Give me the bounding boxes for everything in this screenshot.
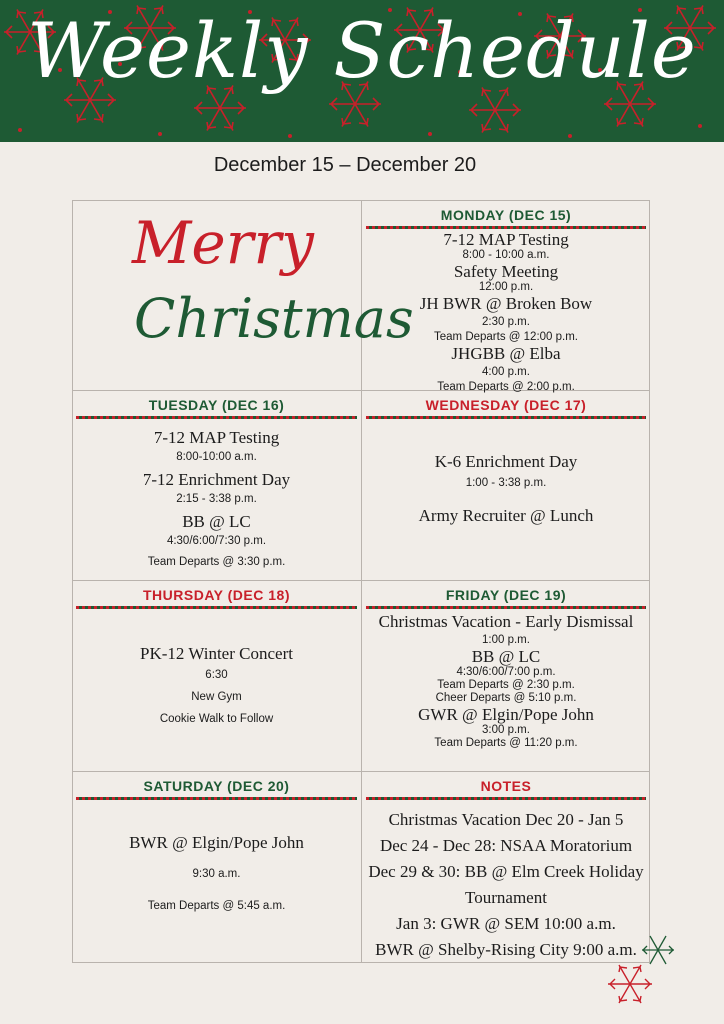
- wednesday-events: [362, 452, 650, 525]
- event-title: Army Recruiter @ Lunch: [418, 506, 594, 525]
- event-time: 4:00 p.m.: [482, 366, 530, 378]
- event-title: Christmas Vacation - Early Dismissal: [378, 612, 634, 631]
- event-title: 7-12 Enrichment Day: [142, 470, 291, 489]
- event-title: BB @ LC: [471, 647, 541, 666]
- event-title: BB @ LC: [182, 512, 251, 531]
- note-item: Jan 3: GWR @ SEM 10:00 a.m.: [396, 914, 616, 933]
- day-cell-monday: [362, 204, 650, 393]
- date-range: December 15 – December 20: [213, 154, 477, 176]
- event-departure: Team Departs @ 2:30 p.m.: [437, 679, 575, 691]
- event-time: 9:30 a.m.: [192, 868, 241, 880]
- event-title: BWR @ Elgin/Pope John: [129, 833, 304, 852]
- grid-divider-row2: [72, 580, 650, 581]
- event-location: New Gym: [191, 691, 242, 703]
- event-title: K-6 Enrichment Day: [434, 452, 578, 471]
- event-time: 12:00 p.m.: [478, 281, 534, 293]
- event-title: Safety Meeting: [453, 262, 559, 281]
- event-title: PK-12 Winter Concert: [140, 644, 293, 663]
- heading-rule: [76, 416, 357, 419]
- note-item: Dec 24 - Dec 28: NSAA Moratorium: [379, 836, 633, 855]
- header-banner: [0, 0, 724, 142]
- banner-title: Weekly Schedule: [27, 6, 697, 95]
- event-title: 7-12 MAP Testing: [153, 428, 280, 447]
- event-time: 8:00 - 10:00 a.m.: [462, 249, 550, 261]
- event-time: 8:00-10:00 a.m.: [176, 451, 257, 463]
- event-title: JHGBB @ Elba: [451, 344, 561, 363]
- event-time: 6:30: [205, 669, 228, 681]
- event-title: GWR @ Elgin/Pope John: [418, 705, 594, 724]
- event-departure: Team Departs @ 5:45 a.m.: [147, 900, 286, 912]
- event-cheer-departure: Cheer Departs @ 5:10 p.m.: [435, 692, 577, 704]
- note-item: BWR @ Shelby-Rising City 9:00 a.m.: [375, 940, 637, 959]
- monday-events: [362, 230, 650, 394]
- day-cell-thursday: [72, 584, 361, 771]
- heading-rule: [76, 797, 357, 800]
- event-time: 3:00 p.m.: [482, 724, 530, 736]
- event-time: 1:00 p.m.: [482, 634, 530, 646]
- heading-rule: [366, 226, 646, 229]
- event-time: 4:30/6:00/7:00 p.m.: [456, 666, 556, 678]
- day-cell-wednesday: [362, 394, 650, 580]
- thursday-events: [72, 644, 361, 726]
- day-heading-thursday: THURSDAY (DEC 18): [143, 587, 290, 603]
- day-heading-tuesday: TUESDAY (DEC 16): [148, 397, 285, 413]
- day-heading-friday: FRIDAY (DEC 19): [445, 587, 567, 603]
- event-time: 2:15 - 3:38 p.m.: [176, 493, 257, 505]
- day-heading-saturday: SATURDAY (DEC 20): [143, 778, 290, 794]
- merry-christmas-greeting: [72, 201, 414, 389]
- note-item: Dec 29 & 30: BB @ Elm Creek Holiday: [368, 862, 644, 881]
- heading-rule: [76, 606, 357, 609]
- greeting-merry: Merry: [132, 209, 314, 277]
- event-title: 7-12 MAP Testing: [443, 230, 569, 249]
- event-time: 4:30/6:00/7:30 p.m.: [166, 535, 267, 547]
- heading-rule: [366, 797, 646, 800]
- day-heading-monday: MONDAY (DEC 15): [440, 207, 572, 223]
- day-cell-saturday: [72, 775, 361, 963]
- event-time: 1:00 - 3:38 p.m.: [465, 477, 547, 489]
- friday-events: [362, 612, 650, 750]
- day-cell-tuesday: [72, 394, 361, 580]
- grid-divider-row3: [72, 771, 650, 772]
- event-departure: Team Departs @ 3:30 p.m.: [147, 556, 286, 568]
- heading-rule: [366, 416, 646, 419]
- event-departure: Team Departs @ 11:20 p.m.: [434, 737, 578, 749]
- event-departure: Team Departs @ 12:00 p.m.: [434, 331, 578, 343]
- note-item: Tournament: [465, 888, 547, 907]
- day-cell-friday: [362, 584, 650, 771]
- saturday-events: [72, 833, 361, 913]
- event-time: 2:30 p.m.: [482, 316, 530, 328]
- event-note: Cookie Walk to Follow: [159, 713, 274, 725]
- greeting-christmas: Christmas: [134, 287, 414, 350]
- event-title: JH BWR @ Broken Bow: [419, 294, 593, 313]
- note-item: Christmas Vacation Dec 20 - Jan 5: [388, 810, 624, 829]
- day-heading-wednesday: WEDNESDAY (DEC 17): [425, 397, 587, 413]
- notes-heading: NOTES: [480, 778, 532, 794]
- tuesday-events: [72, 428, 361, 569]
- heading-rule: [366, 606, 646, 609]
- snowflake-decoration-icon: [600, 928, 680, 1012]
- event-departure: Team Departs @ 2:00 p.m.: [437, 381, 575, 393]
